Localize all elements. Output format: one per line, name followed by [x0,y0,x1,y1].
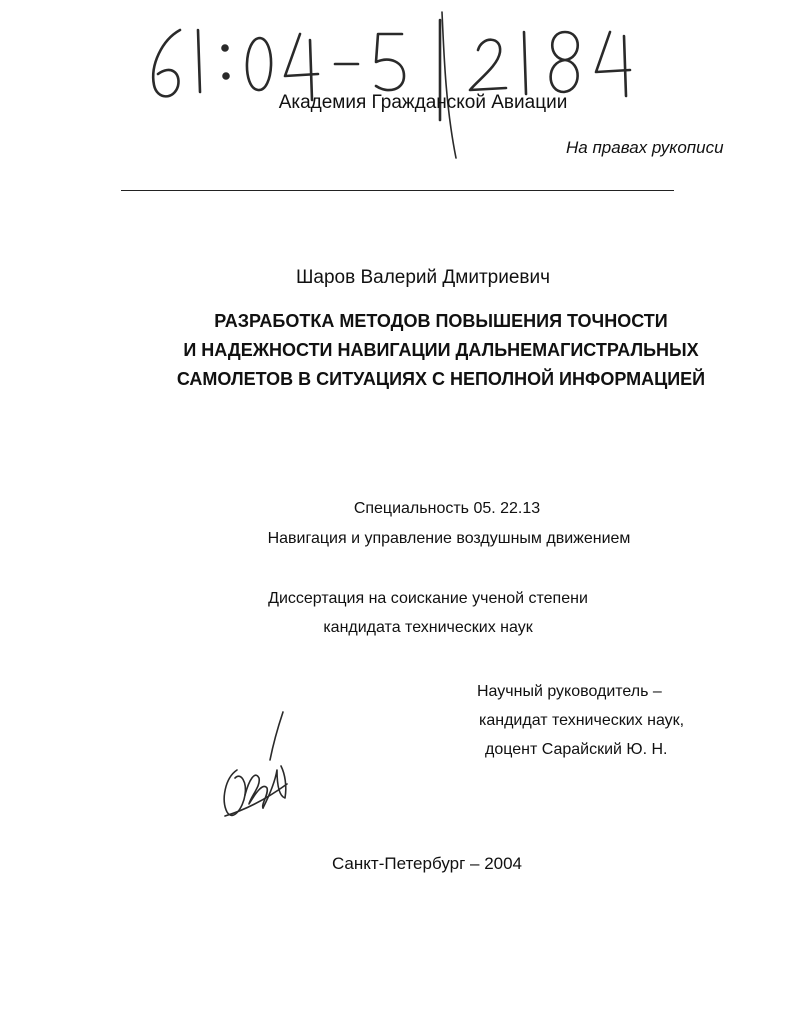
supervisor-degree: кандидат технических наук, [479,712,685,729]
degree-line-1: Диссертация на соискание ученой степени [268,590,588,607]
pencil-stroke-mark [436,8,466,168]
title-line: САМОЛЕТОВ В СИТУАЦИЯХ С НЕПОЛНОЙ ИНФОРМАЦИЕЙ [176,369,706,389]
academy-name: Академия Гражданской Авиации [278,92,568,113]
title-line: И НАДЕЖНОСТИ НАВИГАЦИИ ДАЛЬНЕМАГИСТРАЛЬНЫХ [183,340,699,360]
city-year: Санкт-Петербург – 2004 [331,854,523,873]
specialty-name: Навигация и управление воздушным движением [267,530,631,547]
specialty-number: Специальность 05. 22.13 [353,500,541,517]
supervisor-block [477,677,684,764]
dissertation-title [0,307,792,394]
supervisor-role: Научный руководитель – [477,683,662,700]
rights-note: На правах рукописи [566,138,724,157]
degree-line-2: кандидата технических наук [323,619,533,636]
handwritten-library-code [140,10,640,160]
header-divider [121,190,674,191]
handwritten-signature [215,700,305,830]
supervisor-name: доцент Сарайский Ю. Н. [485,741,668,758]
title-line: РАЗРАБОТКА МЕТОДОВ ПОВЫШЕНИЯ ТОЧНОСТИ [214,311,668,331]
author-name: Шаров Валерий Дмитриевич [295,267,551,288]
